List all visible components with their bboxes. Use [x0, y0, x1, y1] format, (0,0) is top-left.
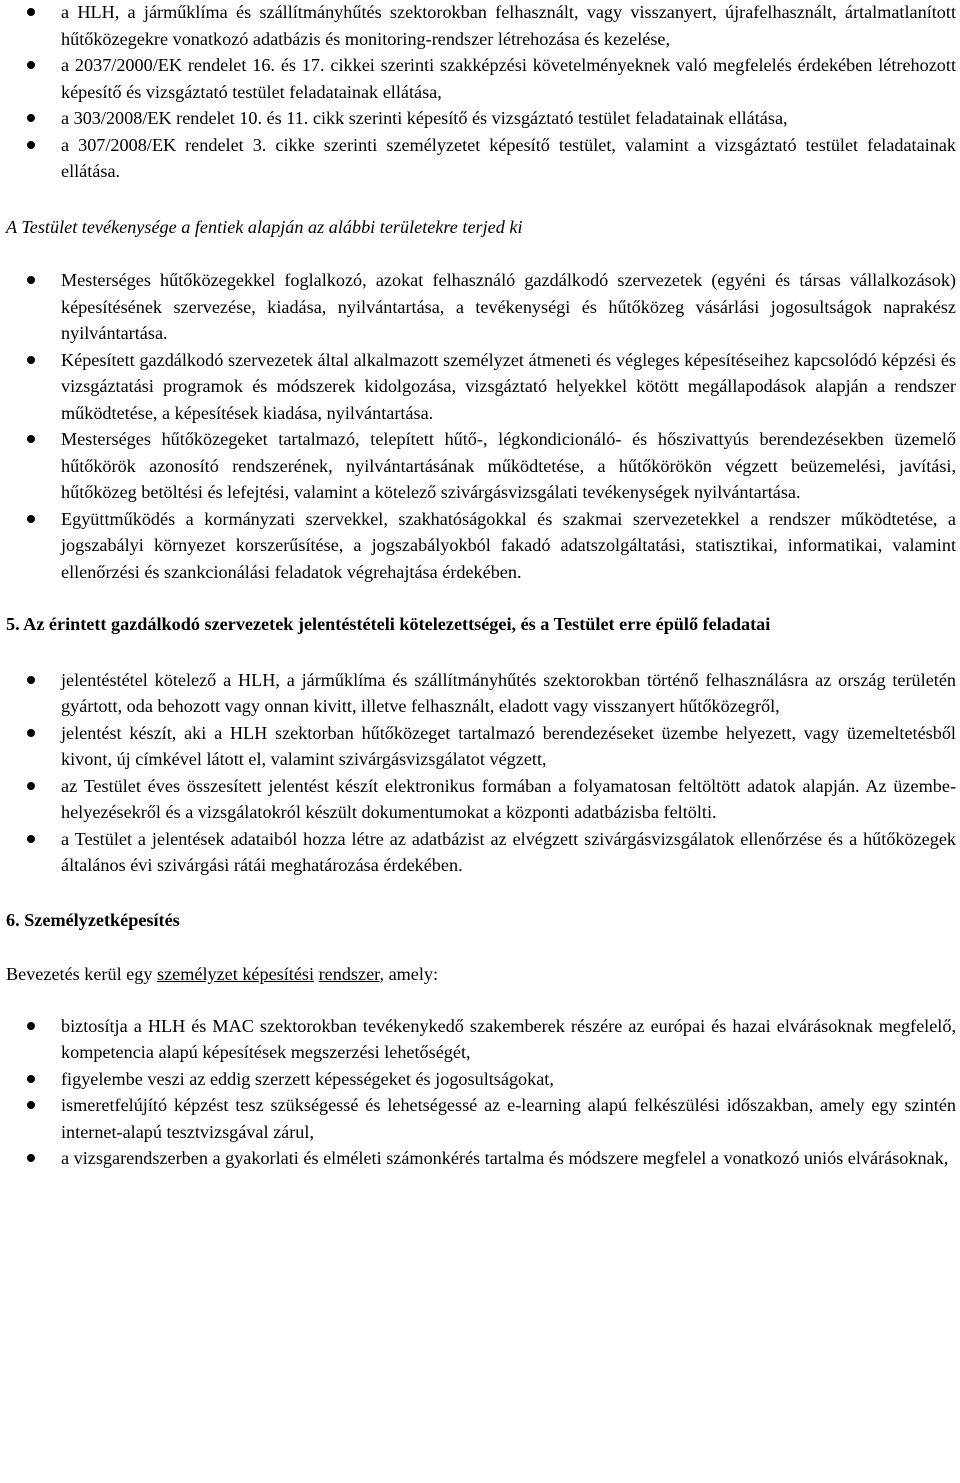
list-item: figyelembe veszi az eddig szerzett képességeket és jogosultságokat, — [6, 1066, 956, 1093]
intro-text-after: , amely: — [379, 964, 439, 984]
list-item: jelentéstétel kötelező a HLH, a járműklíma és szállítmányhűtés szektorokban történő felhasználásra az ország területén gyártott, oda behozott vagy onnan kivitt, illetve felhasznált, eladott vagy visszanyert hűtőközegről, — [6, 667, 956, 720]
section-5-heading: 5. Az érintett gazdálkodó szervezetek jelentéstételi kötelezettségei, és a Testület erre épülő feladatai — [6, 614, 771, 634]
list-eu-regulation-tasks — [6, 0, 956, 185]
list-item: a 307/2008/EK rendelet 3. cikke szerinti személyzetet képesítő testület, valamint a vizsgáztató testület feladatainak ellátása. — [6, 132, 956, 185]
list-item: biztosítja a HLH és MAC szektorokban tevékenykedő szakemberek részére az európai és hazai elvárásoknak megfelelő, kompetencia alapú képesítések megszerzési lehetőségét, — [6, 1013, 956, 1066]
list-item: jelentést készít, aki a HLH szektorban hűtőközeget tartalmazó berendezéseket üzembe helyezett, vagy üzemeltetésből kivont, új címkével látott el, valamint szivárgásvizsgálatot végzett, — [6, 720, 956, 773]
list-item: Képesített gazdálkodó szervezetek által alkalmazott személyzet átmeneti és végleges képesítéseihez kapcsolódó képzési és vizsgáztatási programok és módszerek kidolgozása, vizsgáztató helyekkel kötött megállapodások alapján a rendszer működtetése, a képesítések kiadása, nyilvántartása. — [6, 347, 956, 427]
list-activity-areas — [6, 267, 956, 585]
intro-underlined-phrase-2: rendszer — [318, 964, 380, 984]
intro-text-before: Bevezetés kerül egy — [6, 964, 157, 984]
list-item: ismeretfelújító képzést tesz szükségessé és lehetségessé az e-learning alapú felkészülési időszakban, amely egy szintén internet-alapú tesztvizsgával zárul, — [6, 1092, 956, 1145]
list-item: a vizsgarendszerben a gyakorlati és elméleti számonkérés tartalma és módszere megfelel a vonatkozó uniós elvárásoknak, — [6, 1145, 956, 1172]
list-item: Mesterséges hűtőközegeket tartalmazó, telepített hűtő-, légkondicionáló- és hőszivattyús berendezésekben üzemelő hűtőkörök azonosító rendszerének, nyilvántartásának működtetése, a hűtőkörökön végzett beüzemelési, javítási, hűtőközeg betöltési és lefejtési, valamint a kötelező szivárgásvizsgálati tevékenységek nyilvántartása. — [6, 426, 956, 506]
list-item: a 303/2008/EK rendelet 10. és 11. cikk szerinti képesítő és vizsgáztató testület feladatainak ellátása, — [6, 105, 956, 132]
section-6-intro — [6, 961, 956, 988]
list-item: a Testület a jelentések adataiból hozza létre az adatbázist az elvégzett szivárgásvizsgálatok ellenőrzése és a hűtőközegek általános évi szivárgási rátái meghatározása érdekében. — [6, 826, 956, 879]
list-reporting-obligations — [6, 667, 956, 879]
section-6-heading: 6. Személyzetképesítés — [6, 909, 180, 930]
list-item: Mesterséges hűtőközegekkel foglalkozó, azokat felhasználó gazdálkodó szervezetek (egyéni és társas vállalkozások) képesítésének szervezése, kiadása, nyilvántartása, a tevékenységi és hűtőközeg vásárlási jogosultságok naprakész nyilvántartása. — [6, 267, 956, 347]
list-item: Együttműködés a kormányzati szervekkel, szakhatóságokkal és szakmai szervezetekkel a rendszer működtetése, a jogszabályi környezet korszerűsítése, a jogszabályokból fakadó adatszolgáltatási, statisztikai, informatikai, valamint ellenőrzési és szankcionálási feladatok végrehajtása érdekében. — [6, 506, 956, 586]
list-item: a 2037/2000/EK rendelet 16. és 17. cikkei szerinti szakképzési követelményeknek való megfelelés érdekében létrehozott képesítő és vizsgáztató testület feladatainak ellátása, — [6, 52, 956, 105]
list-item: az Testület éves összesített jelentést készít elektronikus formában a folyamatosan feltöltött adatok alapján. Az üzembe-helyezésekről és a vizsgálatokról készült dokumentumokat a központi adatbázisba feltölti. — [6, 773, 956, 826]
list-qualification-system — [6, 1013, 956, 1172]
activity-intro: A Testület tevékenysége a fentiek alapján az alábbi területekre terjed ki — [6, 216, 523, 237]
list-item: a HLH, a járműklíma és szállítmányhűtés szektorokban felhasznált, vagy visszanyert, újrafelhasznált, ártalmatlanított hűtőközegekre vonatkozó adatbázis és monitoring-rendszer létrehozása és kezelése, — [6, 0, 956, 52]
intro-underlined-phrase-1: személyzet képesítési — [157, 964, 315, 984]
